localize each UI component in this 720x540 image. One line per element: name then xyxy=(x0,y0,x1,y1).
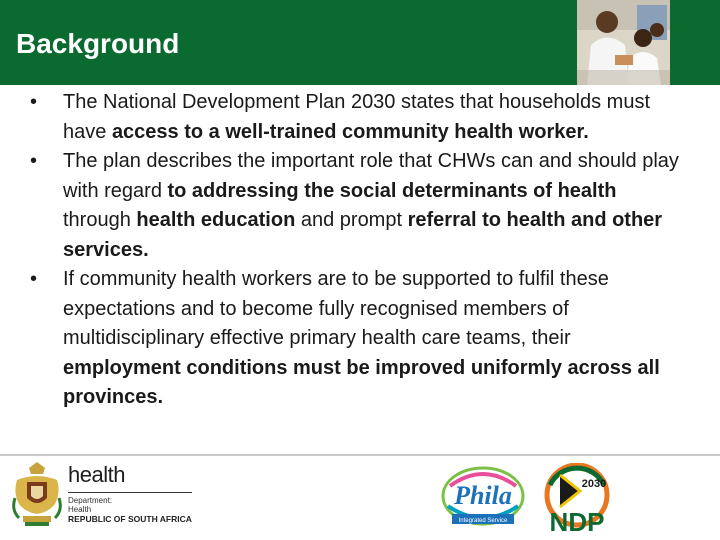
bullet-emphasis: to addressing the social determinants of health xyxy=(167,179,617,202)
bullet-text: If community health workers are to be supported to fulfil these expectations and to become fully recognised members of multidisciplinary effective primary health care teams, their xyxy=(63,268,609,349)
phila-text: Phila xyxy=(454,481,512,510)
bullet-emphasis: referral to health and other services. xyxy=(63,209,663,261)
bullet-dot: • xyxy=(30,150,38,172)
bullet-text: The plan describes the important role that CHWs can and should play with regard xyxy=(63,150,679,202)
health-workers-photo-icon xyxy=(577,0,670,85)
bullet-item xyxy=(28,88,688,147)
bullet-item xyxy=(28,147,688,265)
header-photo xyxy=(577,0,670,85)
bullet-dot: • xyxy=(30,268,38,290)
dept-wordmark: health xyxy=(68,462,125,487)
bullet-list xyxy=(28,88,688,413)
phila-logo xyxy=(440,466,526,530)
bullet-emphasis: health education xyxy=(136,209,296,231)
slide-title: Background xyxy=(16,28,180,59)
phila-tagline: Integrated Service xyxy=(458,518,508,524)
title-bar xyxy=(0,0,720,85)
bullet-emphasis: employment conditions must be improved uniformly across all provinces. xyxy=(63,356,660,408)
ndp-2030-logo xyxy=(536,463,618,535)
bullet-item xyxy=(28,265,688,413)
bullet-text: The National Development Plan 2030 states that households must have xyxy=(63,91,651,143)
dept-line-health: Health xyxy=(68,505,92,514)
bullet-text: through xyxy=(63,209,137,231)
dept-line-republic: REPUBLIC OF SOUTH AFRICA xyxy=(68,514,192,524)
bullet-emphasis: access to a well-trained community health worker. xyxy=(111,120,589,143)
bullet-text: and prompt xyxy=(295,209,408,231)
dept-logo-rule xyxy=(68,492,192,493)
coat-of-arms-icon xyxy=(9,458,65,528)
bullet-dot: • xyxy=(30,91,38,113)
footer-divider xyxy=(0,454,720,456)
ndp-year: 2030 xyxy=(581,478,607,490)
department-of-health-logo xyxy=(68,462,194,528)
dept-line-department: Department: xyxy=(68,496,113,505)
ndp-text: NDP xyxy=(549,507,605,535)
